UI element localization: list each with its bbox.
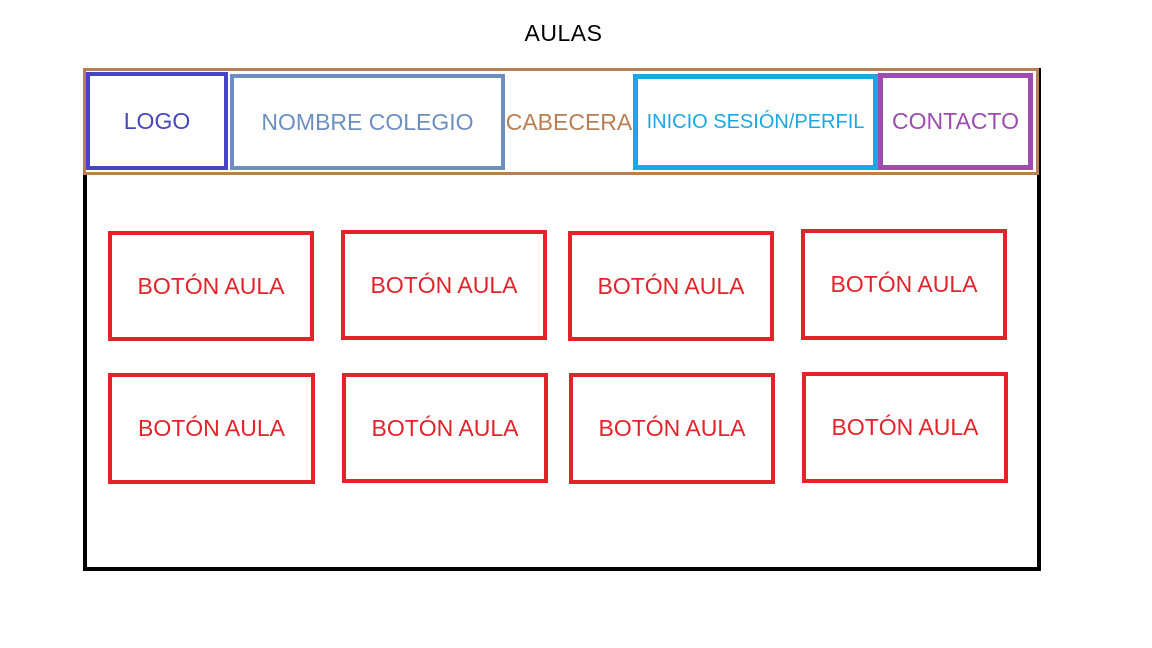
login-profile-button[interactable]: INICIO SESIÓN/PERFIL (633, 74, 878, 170)
classroom-button[interactable]: BOTÓN AULA (342, 373, 548, 483)
classroom-button[interactable]: BOTÓN AULA (568, 231, 774, 341)
classroom-button[interactable]: BOTÓN AULA (108, 231, 314, 341)
page-title: AULAS (524, 20, 603, 46)
classroom-button[interactable]: BOTÓN AULA (801, 229, 1007, 340)
classroom-button[interactable]: BOTÓN AULA (569, 373, 775, 484)
classroom-button[interactable]: BOTÓN AULA (108, 373, 315, 484)
classroom-button[interactable]: BOTÓN AULA (341, 230, 547, 340)
classroom-button[interactable]: BOTÓN AULA (802, 372, 1008, 483)
header-label: CABECERA (505, 108, 633, 135)
logo-box[interactable]: LOGO (86, 72, 228, 170)
contact-button[interactable]: CONTACTO (878, 73, 1033, 170)
school-name-box: NOMBRE COLEGIO (230, 74, 505, 170)
